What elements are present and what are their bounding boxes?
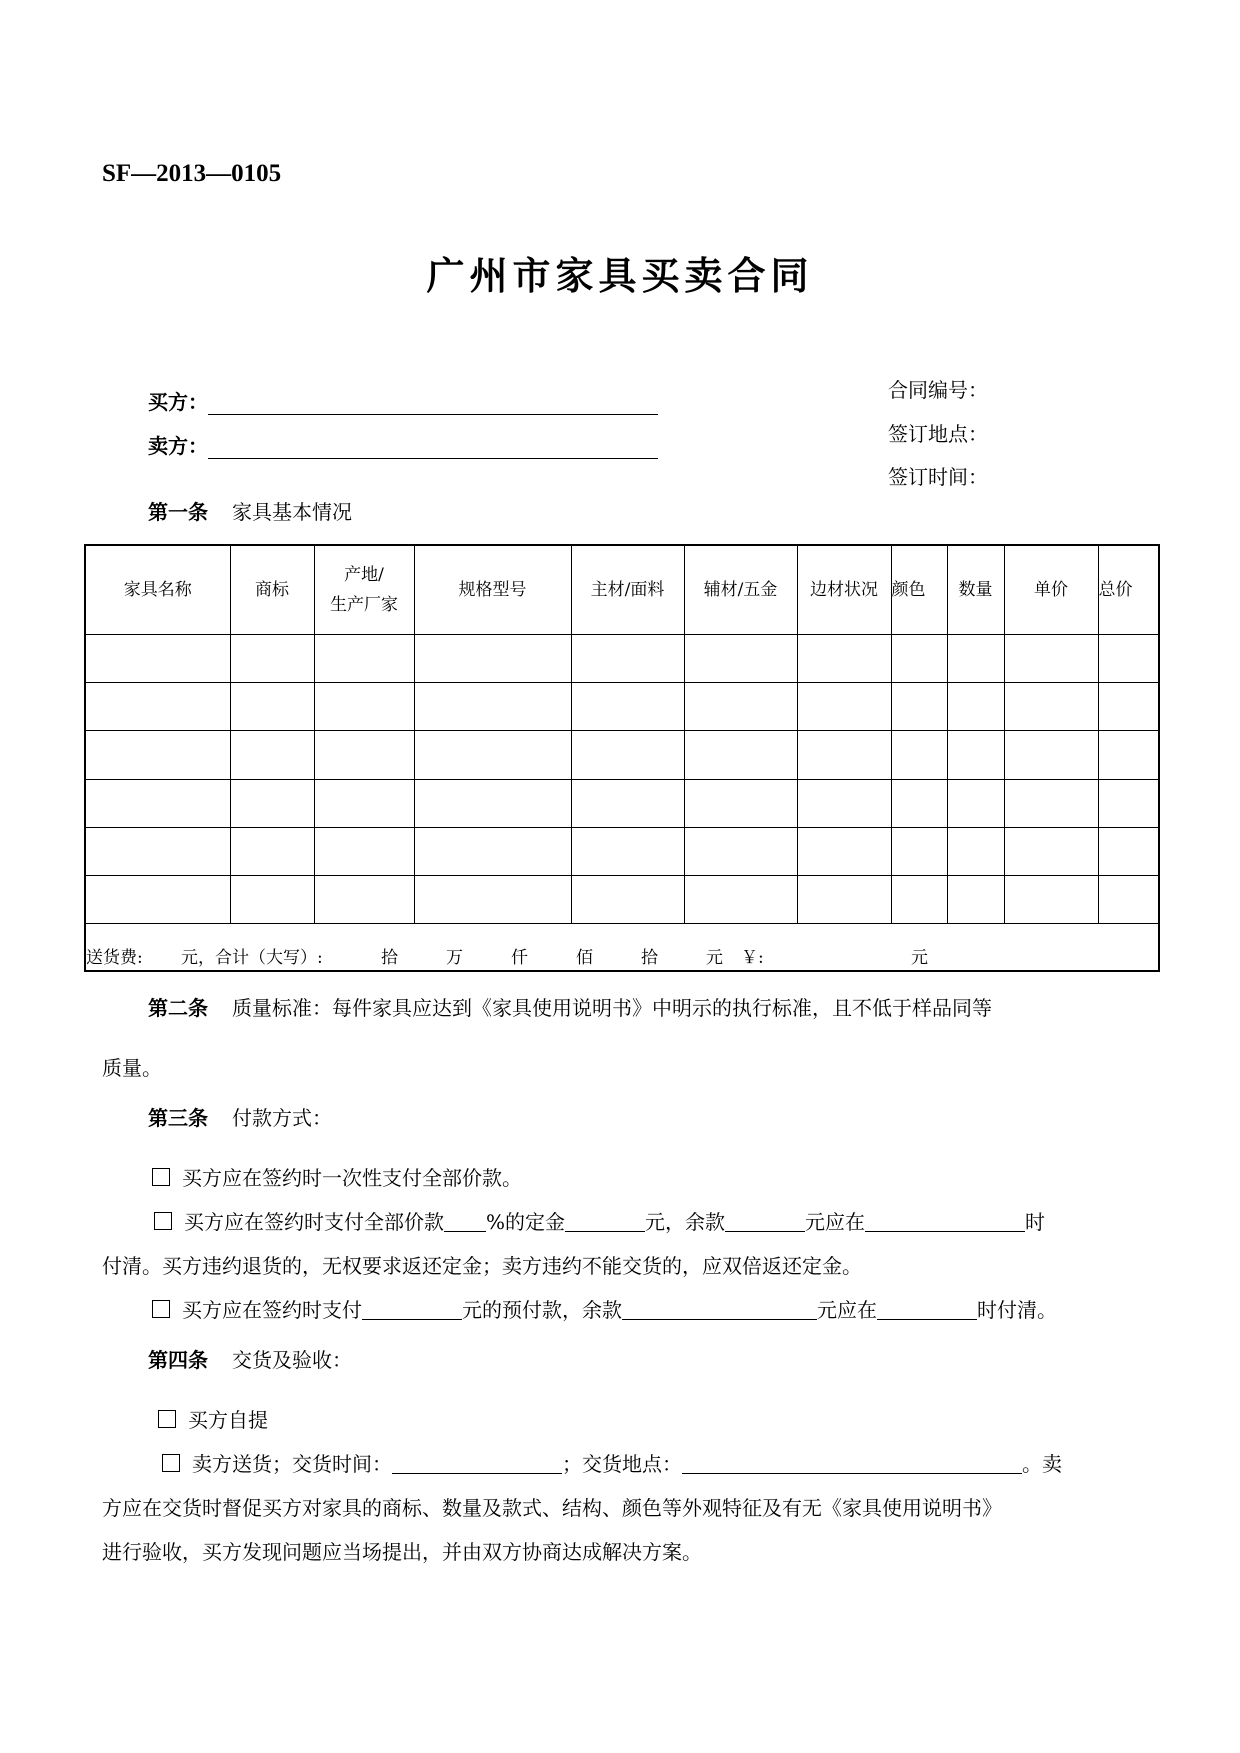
article-2 [148, 994, 992, 1022]
table-cell[interactable] [571, 683, 684, 731]
seller-row [148, 430, 658, 459]
contract-no-label: 合同编号： [888, 378, 988, 402]
table-cell[interactable] [947, 683, 1004, 731]
table-cell[interactable] [797, 683, 891, 731]
table-cell[interactable] [314, 635, 414, 683]
table-cell[interactable] [1004, 875, 1098, 923]
table-cell[interactable] [314, 779, 414, 827]
table-cell[interactable] [414, 635, 571, 683]
opt4-a: 卖方送货；交货时间： [192, 1452, 392, 1476]
table-cell[interactable] [947, 875, 1004, 923]
opt3-a: 买方应在签约时支付 [182, 1298, 362, 1322]
balance-amount-blank[interactable] [725, 1211, 805, 1232]
unit-wan: 万 [446, 948, 463, 968]
table-summary-row [85, 923, 1159, 971]
opt2-a: 买方应在签约时支付全部价款 [184, 1210, 444, 1234]
opt2-e: 时 [1025, 1210, 1046, 1234]
opt4-b: ；交货地点： [562, 1452, 682, 1476]
table-cell[interactable] [1004, 731, 1098, 779]
table-cell[interactable] [891, 875, 947, 923]
table-cell[interactable] [684, 779, 797, 827]
table-cell[interactable] [1098, 683, 1159, 731]
table-cell[interactable] [85, 683, 230, 731]
table-cell[interactable] [684, 827, 797, 875]
yen-label: ￥: [741, 948, 764, 968]
table-cell[interactable] [891, 731, 947, 779]
payment-option-3 [152, 1296, 1057, 1324]
table-cell[interactable] [85, 827, 230, 875]
table-row [85, 635, 1159, 683]
document-code: SF—2013—0105 [102, 160, 282, 187]
col-origin-line2: 生产厂家 [330, 595, 398, 616]
table-cell[interactable] [230, 731, 314, 779]
article-4-label: 第四条 [148, 1348, 208, 1372]
table-cell[interactable] [947, 779, 1004, 827]
article-3 [148, 1104, 332, 1132]
table-cell[interactable] [314, 875, 414, 923]
payment-option-2-cont: 付清。买方违约退货的，无权要求返还定金；卖方违约不能交货的，应双倍返还定金。 [102, 1254, 862, 1278]
col-main-material: 主材/面料 [571, 545, 684, 635]
col-color: 颜色 [891, 545, 947, 635]
table-cell[interactable] [947, 827, 1004, 875]
table-cell[interactable] [891, 827, 947, 875]
table-row [85, 779, 1159, 827]
table-cell[interactable] [797, 827, 891, 875]
article-4 [148, 1346, 352, 1374]
payment-option-1 [152, 1164, 522, 1192]
payment-option-1-text: 买方应在签约时一次性支付全部价款。 [182, 1166, 522, 1190]
col-hardware: 辅材/五金 [684, 545, 797, 635]
checkbox[interactable] [152, 1300, 170, 1318]
article-4-line3: 进行验收，买方发现问题应当场提出，并由双方协商达成解决方案。 [102, 1540, 702, 1564]
opt2-b: %的定金 [486, 1210, 566, 1234]
unit-qian: 仟 [511, 948, 528, 968]
article-1 [148, 496, 352, 525]
table-cell[interactable] [684, 875, 797, 923]
table-cell[interactable] [797, 731, 891, 779]
prepay-time-blank[interactable] [877, 1299, 977, 1320]
col-quantity: 数量 [947, 545, 1004, 635]
col-edge: 边材状况 [797, 545, 891, 635]
delivery-option-1-text: 买方自提 [188, 1408, 268, 1432]
table-cell[interactable] [684, 683, 797, 731]
table-cell[interactable] [684, 731, 797, 779]
payment-option-2 [154, 1208, 1045, 1236]
buyer-input-line[interactable] [208, 392, 658, 415]
table-cell[interactable] [1098, 875, 1159, 923]
checkbox[interactable] [162, 1454, 180, 1472]
summary-cell [85, 923, 1159, 971]
table-cell[interactable] [414, 779, 571, 827]
table-cell[interactable] [85, 635, 230, 683]
page-title: 广州市家具买卖合同 [426, 254, 814, 298]
table-cell[interactable] [571, 779, 684, 827]
col-furniture-name: 家具名称 [85, 545, 230, 635]
col-origin [314, 545, 414, 635]
col-total-price: 总价 [1098, 545, 1159, 635]
article-4-line2: 方应在交货时督促买方对家具的商标、数量及款式、结构、颜色等外观特征及有无《家具使用说明书》 [102, 1496, 1002, 1520]
delivery-place-blank[interactable] [682, 1453, 1022, 1474]
col-model: 规格型号 [414, 545, 571, 635]
deposit-percent-blank[interactable] [444, 1211, 486, 1232]
delivery-fee-label: 送货费: [86, 948, 143, 968]
balance-time-blank[interactable] [865, 1211, 1025, 1232]
table-row [85, 731, 1159, 779]
table-cell[interactable] [314, 683, 414, 731]
yuan-label: 元 [911, 948, 928, 968]
article-3-text: 付款方式： [232, 1106, 332, 1130]
checkbox[interactable] [152, 1168, 170, 1186]
opt2-d: 元应在 [805, 1210, 866, 1234]
table-cell[interactable] [797, 635, 891, 683]
checkbox[interactable] [158, 1410, 176, 1428]
table-cell[interactable] [1004, 827, 1098, 875]
table-cell[interactable] [684, 635, 797, 683]
checkbox[interactable] [154, 1212, 172, 1230]
table-cell[interactable] [571, 731, 684, 779]
table-cell[interactable] [1098, 635, 1159, 683]
article-2-cont: 质量。 [102, 1056, 162, 1080]
table-cell[interactable] [891, 635, 947, 683]
table-cell[interactable] [1004, 635, 1098, 683]
table-cell[interactable] [1098, 827, 1159, 875]
prepay-balance-blank[interactable] [622, 1299, 817, 1320]
sign-place-label: 签订地点： [888, 422, 988, 446]
seller-input-line[interactable] [208, 436, 658, 459]
unit-shi-1: 拾 [381, 948, 398, 968]
buyer-label: 买方： [148, 390, 208, 414]
table-row [85, 683, 1159, 731]
col-origin-line1: 产地/ [344, 565, 384, 586]
unit-yuan: 元 [706, 948, 723, 968]
delivery-option-2 [162, 1450, 1062, 1478]
table-cell[interactable] [230, 779, 314, 827]
table-cell[interactable] [230, 683, 314, 731]
unit-bai: 佰 [576, 948, 593, 968]
table-cell[interactable] [414, 731, 571, 779]
opt3-b: 元的预付款，余款 [462, 1298, 622, 1322]
table-row [85, 875, 1159, 923]
sign-time-label: 签订时间： [888, 465, 988, 489]
table-cell[interactable] [1004, 779, 1098, 827]
table-cell[interactable] [797, 875, 891, 923]
article-1-text: 家具基本情况 [232, 500, 352, 524]
total-caps-label: 元，合计（大写）: [181, 948, 323, 968]
table-cell[interactable] [1098, 731, 1159, 779]
table-cell[interactable] [1004, 683, 1098, 731]
table-cell[interactable] [230, 635, 314, 683]
table-cell[interactable] [571, 875, 684, 923]
table-cell[interactable] [85, 875, 230, 923]
deposit-amount-blank[interactable] [565, 1211, 645, 1232]
opt3-d: 时付清。 [977, 1298, 1057, 1322]
table-cell[interactable] [314, 731, 414, 779]
table-cell[interactable] [85, 779, 230, 827]
delivery-option-1 [158, 1406, 268, 1434]
article-3-label: 第三条 [148, 1106, 208, 1130]
table-header-row [85, 545, 1159, 635]
article-1-label: 第一条 [148, 500, 208, 524]
article-4-text: 交货及验收： [232, 1348, 352, 1372]
article-2-label: 第二条 [148, 996, 208, 1020]
opt2-c: 元，余款 [645, 1210, 726, 1234]
table-cell[interactable] [891, 683, 947, 731]
unit-shi-2: 拾 [641, 948, 658, 968]
table-cell[interactable] [85, 731, 230, 779]
table-cell[interactable] [414, 827, 571, 875]
col-unit-price: 单价 [1004, 545, 1098, 635]
table-cell[interactable] [414, 875, 571, 923]
opt4-c: 。卖 [1022, 1452, 1062, 1476]
goods-table [84, 544, 1160, 972]
table-cell[interactable] [947, 635, 1004, 683]
prepay-amount-blank[interactable] [362, 1299, 462, 1320]
table-cell[interactable] [891, 779, 947, 827]
table-cell[interactable] [414, 683, 571, 731]
col-brand: 商标 [230, 545, 314, 635]
article-2-text: 质量标准：每件家具应达到《家具使用说明书》中明示的执行标准，且不低于样品同等 [232, 996, 992, 1020]
table-row [85, 827, 1159, 875]
table-cell[interactable] [947, 731, 1004, 779]
seller-label: 卖方： [148, 434, 208, 458]
table-cell[interactable] [571, 635, 684, 683]
table-cell[interactable] [314, 827, 414, 875]
delivery-time-blank[interactable] [392, 1453, 562, 1474]
table-cell[interactable] [230, 875, 314, 923]
table-cell[interactable] [571, 827, 684, 875]
table-cell[interactable] [230, 827, 314, 875]
buyer-row [148, 386, 658, 415]
table-cell[interactable] [1098, 779, 1159, 827]
table-cell[interactable] [797, 779, 891, 827]
opt3-c: 元应在 [817, 1298, 877, 1322]
